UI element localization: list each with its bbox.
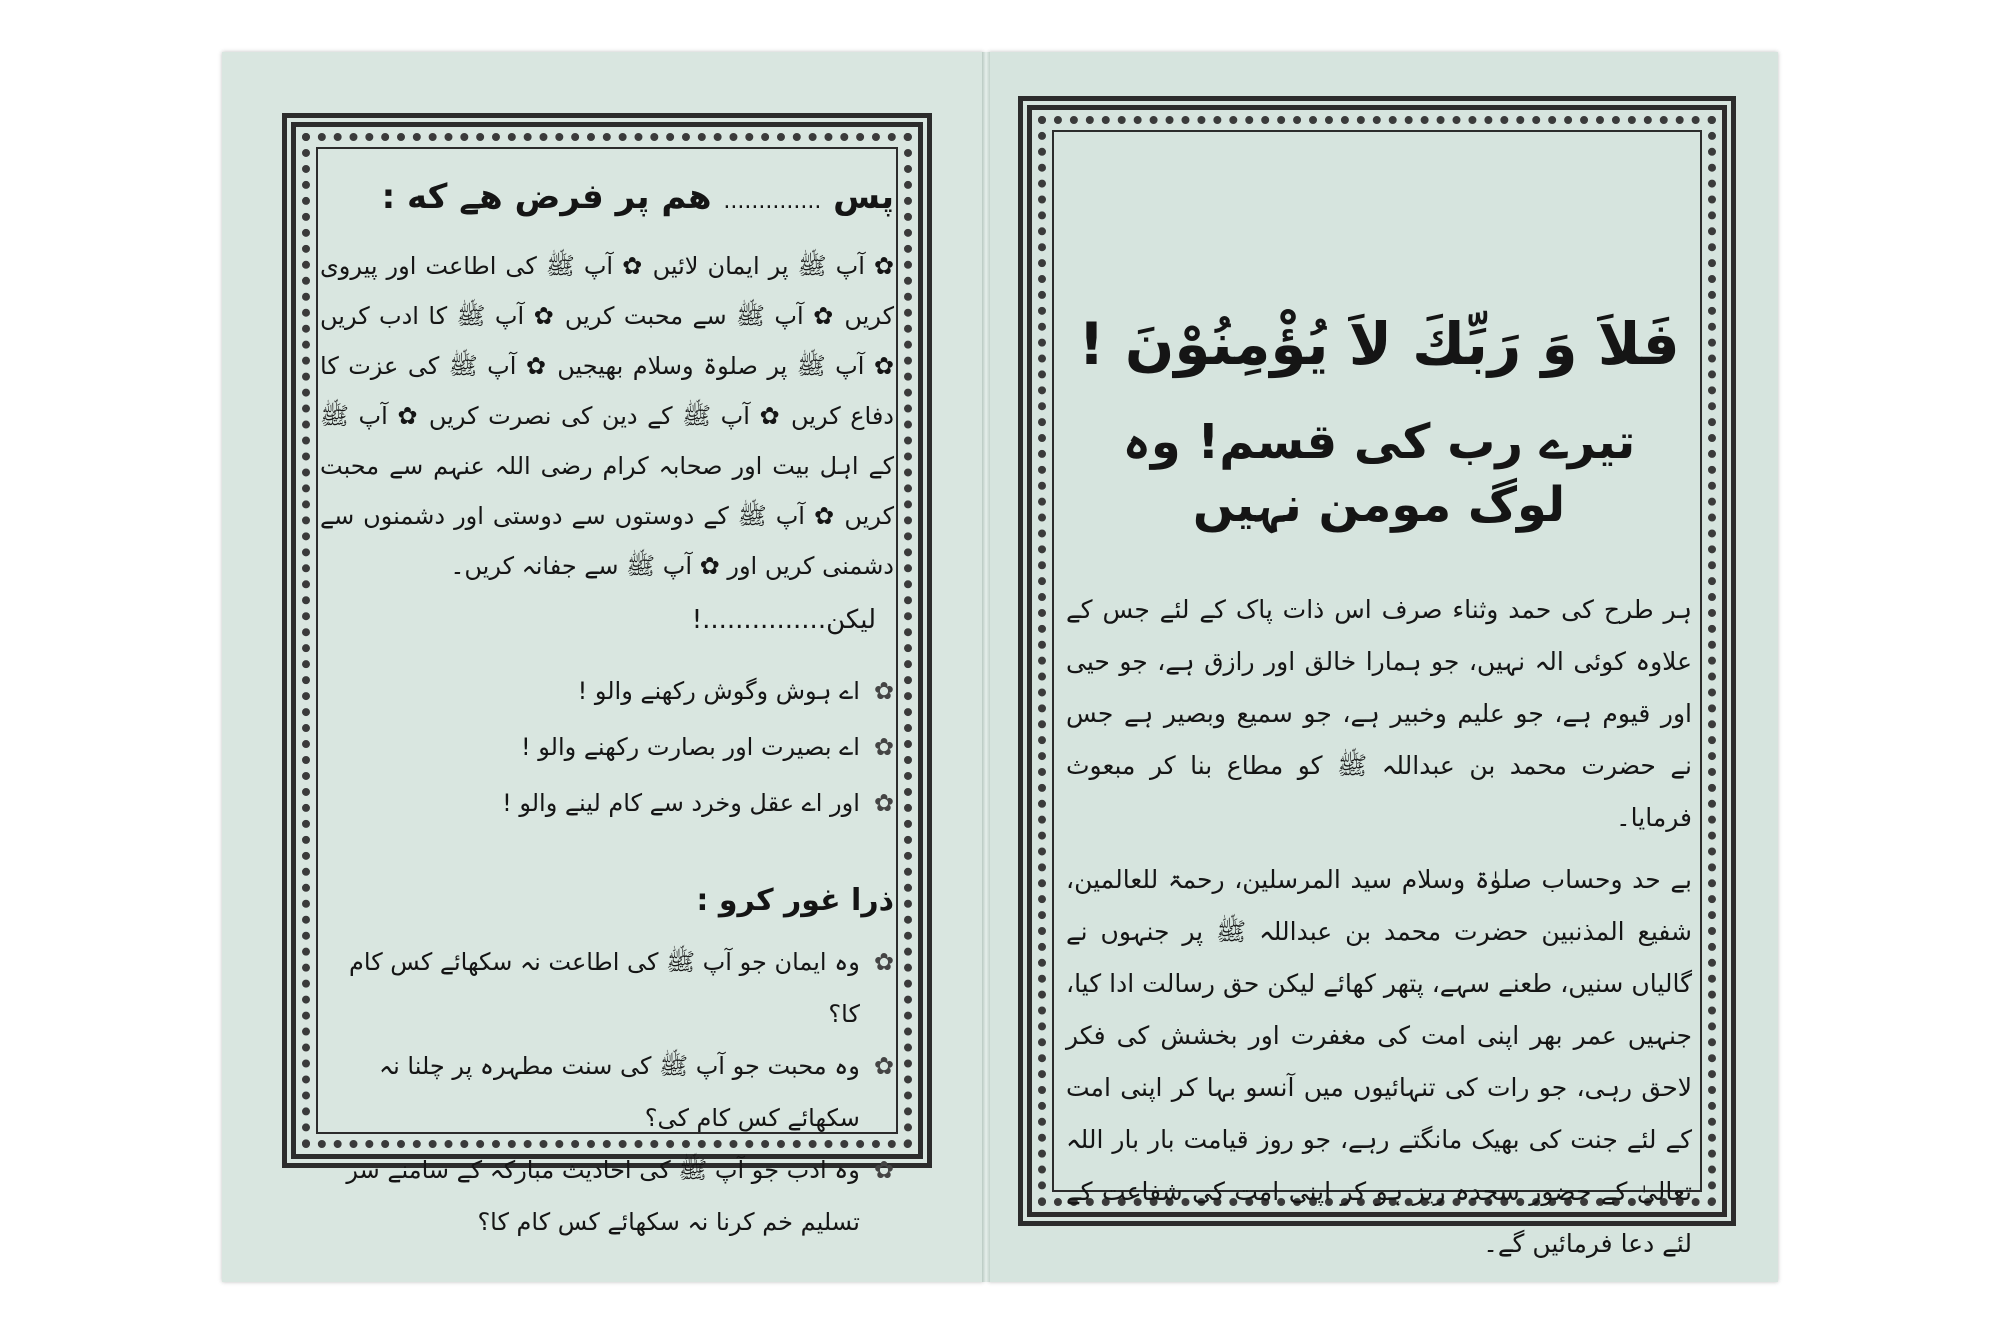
- call-text: اور اے عقل وخرد سے کام لینے والو !: [502, 789, 860, 818]
- left-page-heading: [320, 175, 894, 219]
- book-spine: [982, 52, 990, 1282]
- praise-paragraph: ہر طرح کی حمد وثناء صرف اس ذات پاک کے لئے جس کے علاوہ کوئی الہ نہیں، جو ہمارا خالق اور رازق ہے، جو حیی اور قیوم ہے، جو علیم وخبیر ہے، جو سمیع وبصیر ہے جس نے حضرت محمد بن عبداللہ ﷺ کو مطاع بنا کر مبعوث فرمایا۔: [1066, 595, 1692, 833]
- urdu-title: تیرے رب کی قسم! وہ لوگ مومن نہیں: [1122, 414, 1636, 533]
- list-item: [320, 936, 894, 1040]
- list-item: [320, 775, 894, 831]
- question-text: وہ ایمان جو آپ ﷺ کی اطاعت نہ سکھائے کس کام کا؟: [349, 948, 860, 1029]
- list-item: [320, 1144, 894, 1248]
- ponder-heading: ذرا غور كرو :: [696, 883, 894, 919]
- arabic-title: فَلاَ وَ رَبِّكَ لاَ يُؤْمِنُوْنَ !: [1078, 310, 1680, 378]
- flower-bullet-icon: ✿: [873, 1156, 894, 1185]
- left-page-content: [320, 175, 894, 1248]
- flower-bullet-icon: ✿: [873, 733, 894, 762]
- heading-dots: ..............: [723, 189, 822, 214]
- list-item: [320, 663, 894, 719]
- right-page-content: [1066, 305, 1692, 1270]
- list-item: [320, 1040, 894, 1144]
- question-text: وہ محبت جو آپ ﷺ کی سنت مطہرہ پر چلنا نہ سکھائے کس کام کی؟: [379, 1052, 860, 1133]
- list-item: [320, 719, 894, 775]
- flower-bullet-icon: ✿: [873, 948, 894, 977]
- flower-bullet-icon: ✿: [873, 789, 894, 818]
- salutation-paragraph: بے حد وحساب صلوٰۃ وسلام سید المرسلین، رحمۃ للعالمین، شفیع المذنبین حضرت محمد بن عبداللہ ﷺ پر جنہوں نے گالیاں سنیں، طعنے سہے، پتھر کھائے لیکن حق رسالت ادا کیا، جنہیں عمر بھر اپنی امت کی مغفرت اور بخشش کی فکر لاحق رہی، جو رات کی تنہائیوں میں آنسو بہا کر اپنی امت کے لئے جنت کی بھیک مانگتے رہے، جو روز قیامت بار بار اللہ تعالیٰ کے حضور سجدہ ریز ہو کر اپنی امت کی شفاعت کے لئے دعا فرمائیں گے۔: [1066, 865, 1692, 1259]
- call-text: اے بصیرت اور بصارت رکھنے والو !: [521, 733, 860, 762]
- heading-lead: پس: [833, 177, 894, 217]
- call-text: اے ہوش وگوش رکھنے والو !: [577, 677, 860, 706]
- questions-list: [320, 936, 894, 1248]
- question-text: وہ ادب جو آپ ﷺ کی احادیث مبارکہ کے سامنے سر تسلیم خم کرنا نہ سکھائے کس کام کا؟: [346, 1156, 860, 1237]
- duties-paragraph: ✿ آپ ﷺ پر ایمان لائیں ✿ آپ ﷺ کی اطاعت اور پیروی کریں ✿ آپ ﷺ سے محبت کریں ✿ آپ ﷺ کا ادب کریں ✿ آپ ﷺ پر صلوۃ وسلام بھیجیں ✿ آپ ﷺ کی عزت کا دفاع کریں ✿ آپ ﷺ کے دین کی نصرت کریں ✿ آپ ﷺ کے اہل بیت اور صحابہ کرام رضی اللہ عنہم سے محبت کریں ✿ آپ ﷺ کے دوستوں سے دوستی اور دشمنوں سے دشمنی کریں اور ✿ آپ ﷺ سے جفانہ کریں۔: [320, 252, 894, 581]
- flower-bullet-icon: ✿: [873, 1052, 894, 1081]
- calls-list: [320, 663, 894, 831]
- heading-rest: هم پر فرض هے كه :: [381, 177, 712, 217]
- flower-bullet-icon: ✿: [873, 677, 894, 706]
- lekin-line: لیکن...............!: [691, 605, 876, 636]
